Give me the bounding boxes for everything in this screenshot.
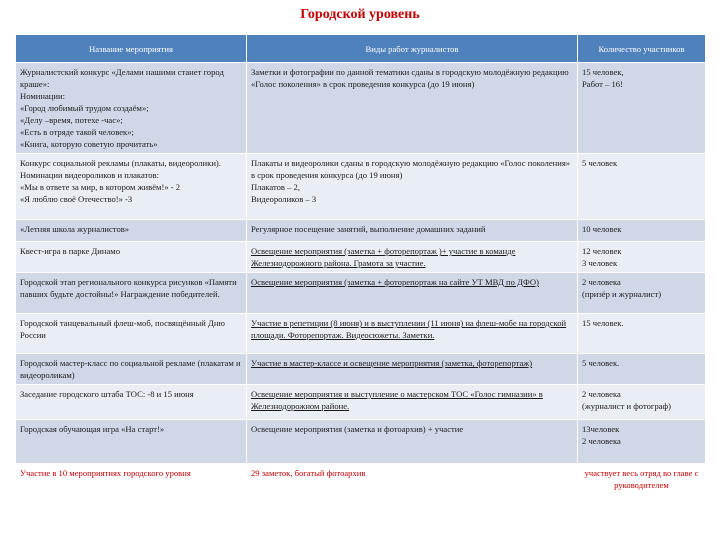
work-cell: Освещение мероприятия и выступление о мастерском ТОС «Голос гимназии» в Железнодорожном районе. [247, 385, 578, 420]
event-name-cell: Городской мастер-класс по социальной рекламе (плакатам и видеороликам) [16, 354, 247, 385]
header-participants: Количество участников [578, 35, 706, 63]
summary-work-cell: 29 заметок, богатый фотоархив [247, 464, 578, 502]
count-cell: 2 человека (призёр и журналист) [578, 273, 706, 314]
count-cell: 5 человек [578, 154, 706, 220]
event-name-cell: Конкурс социальной рекламы (плакаты, видеоролики). Номинации видеороликов и плакатов: «Мы в ответе за мир, в котором живём!» - 2 «Я люблю своё Отечество!» -3 [16, 154, 247, 220]
summary-count-cell: участвует весь отряд во главе с руководителем [578, 464, 706, 502]
work-cell: Плакаты и видеоролики сданы в городскую молодёжную редакцию «Голос поколения» в срок проведения конкурса (до 19 июня) Плакатов – 2, Видеороликов – 3 [247, 154, 578, 220]
work-cell: Освещение мероприятия (заметка + фоторепортаж )+ участие в команде Железнодорожного района. Грамота за участие. [247, 242, 578, 273]
count-cell: 2 человека (журналист и фотограф) [578, 385, 706, 420]
event-name-cell: Городской танцевальный флеш-моб, посвящённый Дню России [16, 314, 247, 354]
table-row [16, 220, 706, 242]
event-name-cell: Городская обучающая игра «На старт!» [16, 420, 247, 464]
table-header-row [16, 35, 706, 63]
event-name-cell: Квест-игра в парке Динамо [16, 242, 247, 273]
table-row [16, 273, 706, 314]
event-name-cell: Заседание городского штаба ТОС: -8 и 15 июня [16, 385, 247, 420]
count-cell: 12 человек 3 человек [578, 242, 706, 273]
table-row [16, 314, 706, 354]
work-cell: Участие в репетиции (8 июня) и в выступлении (11 июня) на флеш-мобе на городской площади. Фоторепортаж. Видеосюжеты. Заметки. [247, 314, 578, 354]
work-cell: Участие в мастер-классе и освещение мероприятия (заметка, фоторепортаж) [247, 354, 578, 385]
table-row [16, 385, 706, 420]
count-cell: 10 человек [578, 220, 706, 242]
count-cell: 13человек 2 человека [578, 420, 706, 464]
count-cell: 15 человек, Работ – 16! [578, 63, 706, 154]
table-row [16, 420, 706, 464]
work-cell: Регулярное посещение занятий, выполнение домашних заданий [247, 220, 578, 242]
table-row [16, 354, 706, 385]
event-name-cell: Журналистский конкурс «Делами нашими станет город краше»: Номинации: «Город любимый трудом создаём»; «Делу –время, потехе -час»; «Есть в отряде такой человек»; «Книга, которую советую прочитать» [16, 63, 247, 154]
table-row [16, 242, 706, 273]
work-cell: Заметки и фотографии по данной тематики сданы в городскую молодёжную редакцию «Голос поколения» в срок проведения конкурса (до 19 июня) [247, 63, 578, 154]
work-cell: Освещение мероприятия (заметка и фотоархив) + участие [247, 420, 578, 464]
event-name-cell: «Летняя школа журналистов» [16, 220, 247, 242]
event-name-cell: Городской этап регионального конкурса рисунков «Памяти павших будьте достойны!» Награждение победителей. [16, 273, 247, 314]
table-row [16, 63, 706, 154]
header-work-types: Виды работ журналистов [247, 35, 578, 63]
header-event-name: Название мероприятия [16, 35, 247, 63]
summary-event-cell: Участие в 10 мероприятиях городского уровня [16, 464, 247, 502]
summary-row [16, 464, 706, 502]
events-table [15, 34, 706, 502]
table-row [16, 154, 706, 220]
count-cell: 5 человек. [578, 354, 706, 385]
page-title: Городской уровень [300, 7, 420, 22]
work-cell: Освещение мероприятия (заметка + фоторепортаж на сайте УТ МВД по ДФО) [247, 273, 578, 314]
count-cell: 15 человек. [578, 314, 706, 354]
